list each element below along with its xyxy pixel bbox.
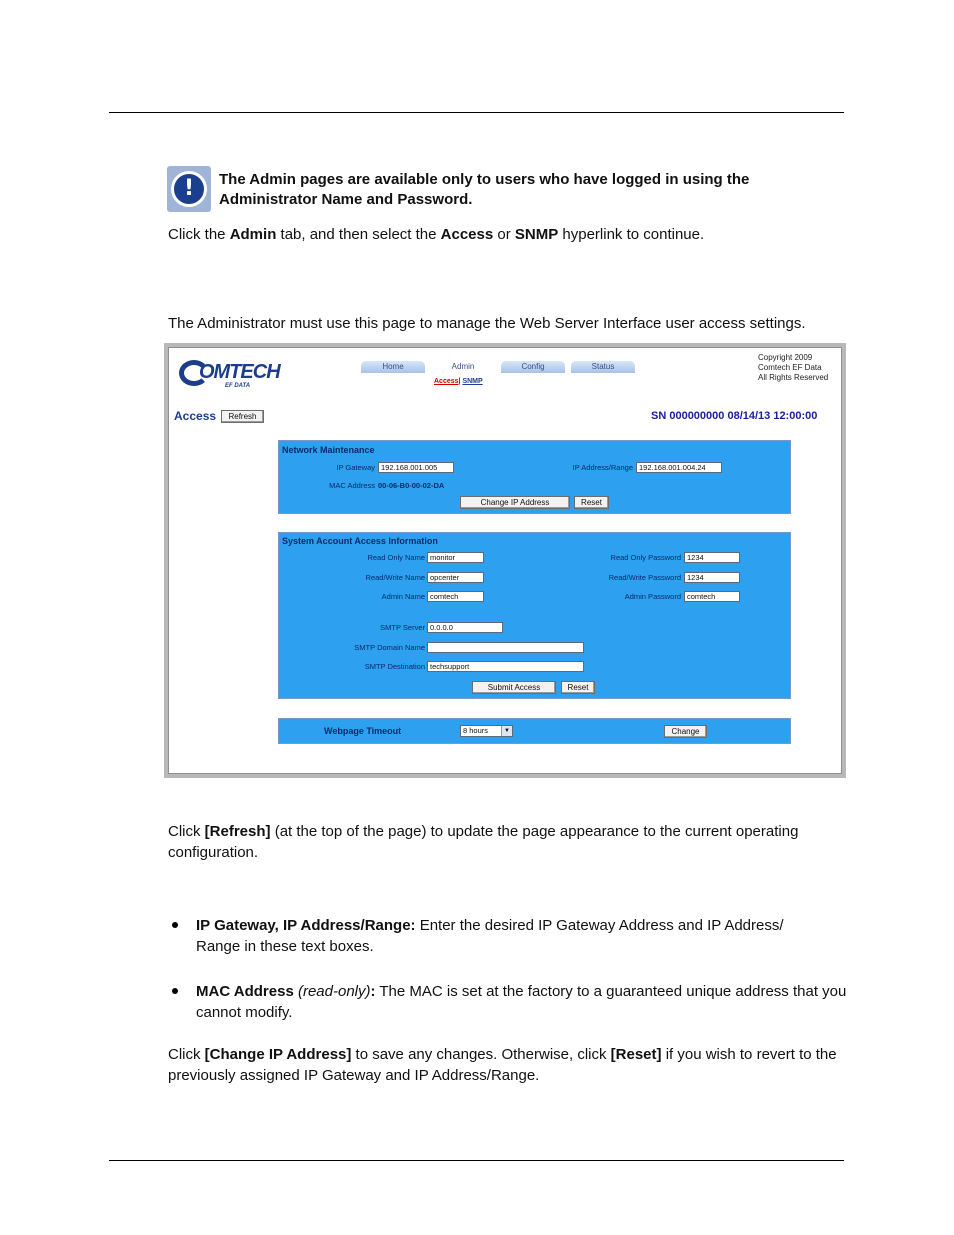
timeout-change-button[interactable]: Change xyxy=(664,725,707,738)
mac-address-label: MAC Address xyxy=(329,481,375,490)
refresh-button[interactable]: Refresh xyxy=(221,410,264,423)
nav-tabs xyxy=(361,361,641,373)
network-reset-button[interactable]: Reset xyxy=(574,496,609,509)
change-ip-address-button[interactable]: Change IP Address xyxy=(460,496,570,509)
sublink-separator: | xyxy=(458,378,461,385)
copyright-line: Copyright 2009 xyxy=(758,353,813,362)
tab-config[interactable]: Config xyxy=(501,361,565,373)
access-page-screenshot xyxy=(164,343,846,778)
smtp-domain-input[interactable] xyxy=(427,642,584,653)
copyright-line: All Rights Reserved xyxy=(758,373,829,382)
page-title: Access xyxy=(174,409,217,423)
serial-timestamp: SN 000000000 08/14/13 12:00:00 xyxy=(651,410,818,422)
mac-address-value: 00-06-B0-00-02-DA xyxy=(378,481,445,490)
admin-password-label: Admin Password xyxy=(624,592,681,601)
smtp-destination-input[interactable]: techsupport xyxy=(427,661,584,672)
refresh-paragraph: Click [Refresh] (at the top of the page) to update the page appearance to the current operating configuration. xyxy=(168,823,799,861)
bullet-dot xyxy=(172,922,178,928)
smtp-domain-label: SMTP Domain Name xyxy=(354,643,425,652)
admin-note: The Admin pages are available only to users who have logged in using the Administrator Name and Password. xyxy=(219,171,750,208)
comtech-logo xyxy=(179,358,309,392)
network-maintenance-title: Network Maintenance xyxy=(282,445,375,455)
tab-status[interactable]: Status xyxy=(571,361,635,373)
submit-access-button[interactable]: Submit Access xyxy=(472,681,556,694)
read-only-password-input[interactable]: 1234 xyxy=(684,552,740,563)
system-access-panel xyxy=(278,532,791,699)
read-only-name-label: Read Only Name xyxy=(367,553,425,562)
read-only-name-input[interactable]: monitor xyxy=(427,552,484,563)
logo-sub: EF DATA xyxy=(225,383,251,389)
ip-range-label: IP Address/Range xyxy=(572,463,633,472)
read-write-name-label: Read/Write Name xyxy=(365,573,425,582)
snmp-link[interactable]: SNMP xyxy=(462,378,483,385)
access-page xyxy=(168,347,842,774)
access-reset-button[interactable]: Reset xyxy=(561,681,595,694)
admin-sublinks xyxy=(434,378,483,385)
admin-name-input[interactable]: comtech xyxy=(427,591,484,602)
chevron-down-icon[interactable]: ▼ xyxy=(501,726,512,736)
admin-password-input[interactable]: comtech xyxy=(684,591,740,602)
read-only-password-label: Read Only Password xyxy=(610,553,681,562)
tab-admin[interactable]: Admin xyxy=(451,362,475,371)
webpage-timeout-label: Webpage Timeout xyxy=(324,726,402,736)
logo-word: OMTECH xyxy=(199,361,280,383)
system-access-title: System Account Access Information xyxy=(282,536,438,546)
copyright-line: Comtech EF Data xyxy=(758,363,822,372)
smtp-destination-label: SMTP Destination xyxy=(364,662,425,671)
webpage-timeout-select[interactable] xyxy=(460,725,513,737)
copyright xyxy=(758,353,828,383)
ip-gateway-label: IP Gateway xyxy=(336,463,375,472)
intro-paragraph: Click the Admin tab, and then select the Access or SNMP hyperlink to continue. xyxy=(168,226,705,243)
read-write-password-label: Read/Write Password xyxy=(608,573,681,582)
access-link[interactable]: Access xyxy=(434,378,459,385)
footer-rule xyxy=(109,1160,844,1161)
smtp-server-input[interactable]: 0.0.0.0 xyxy=(427,622,503,633)
network-maintenance-panel xyxy=(278,440,791,514)
change-ip-paragraph: Click [Change IP Address] to save any changes. Otherwise, click [Reset] if you wish to revert to the previously assigned IP Gateway and IP Address/Range. xyxy=(168,1046,837,1084)
header-rule xyxy=(109,112,844,113)
bullet-dot xyxy=(172,988,178,994)
webpage-timeout-value: 8 hours xyxy=(463,726,489,735)
access-intro: The Administrator must use this page to manage the Web Server Interface user access settings. xyxy=(168,315,806,332)
bullet-ip-gateway: IP Gateway, IP Address/Range: Enter the desired IP Gateway Address and IP Address/ Range in these text boxes. xyxy=(196,917,784,955)
tab-home[interactable]: Home xyxy=(361,361,425,373)
ip-range-input[interactable]: 192.168.001.004.24 xyxy=(636,462,722,473)
read-write-name-input[interactable]: opcenter xyxy=(427,572,484,583)
admin-name-label: Admin Name xyxy=(381,592,425,601)
webpage-timeout-panel xyxy=(278,718,791,744)
ip-gateway-input[interactable]: 192.168.001.005 xyxy=(378,462,454,473)
bullet-mac-address: MAC Address (read-only): The MAC is set at the factory to a guaranteed unique address that you cannot modify. xyxy=(196,983,847,1021)
read-write-password-input[interactable]: 1234 xyxy=(684,572,740,583)
info-icon: ! xyxy=(167,166,211,212)
smtp-server-label: SMTP Server xyxy=(380,623,425,632)
